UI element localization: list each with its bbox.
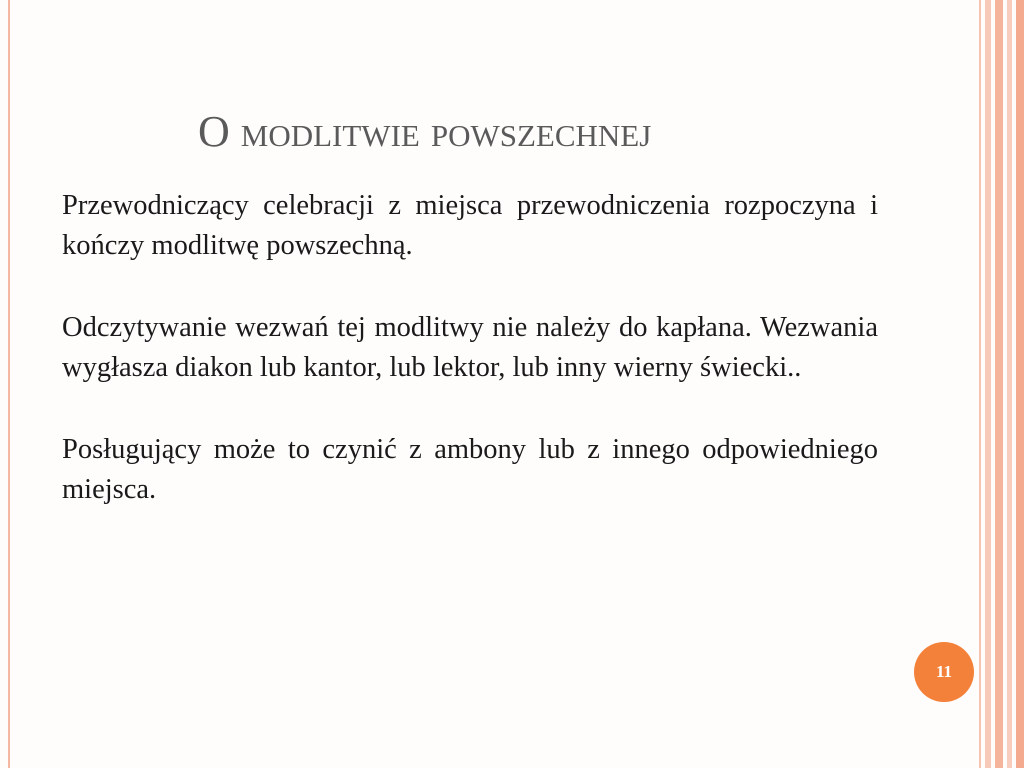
slide-title: O modlitwie powszechnej	[198, 107, 652, 156]
left-border-line	[8, 0, 10, 768]
paragraph: Przewodniczący celebracji z miejsca przewodniczenia rozpoczyna i kończy modlitwę powszechną.	[62, 190, 878, 261]
paragraph: Posługujący może to czynić z ambony lub z innego odpowiedniego miejsca.	[62, 434, 878, 505]
right-decor-stripe	[1007, 0, 1012, 768]
slide-body	[62, 186, 878, 510]
right-decor-stripe	[985, 0, 991, 768]
right-decor-stripe	[995, 0, 1003, 768]
right-decor-stripe	[979, 0, 981, 768]
paragraph: Odczytywanie wezwań tej modlitwy nie należy do kapłana. Wezwania wygłasza diakon lub kantor, lub lektor, lub inny wierny świecki..	[62, 312, 878, 383]
page-number-badge: 11	[914, 642, 974, 702]
right-decor-stripe	[1016, 0, 1024, 768]
